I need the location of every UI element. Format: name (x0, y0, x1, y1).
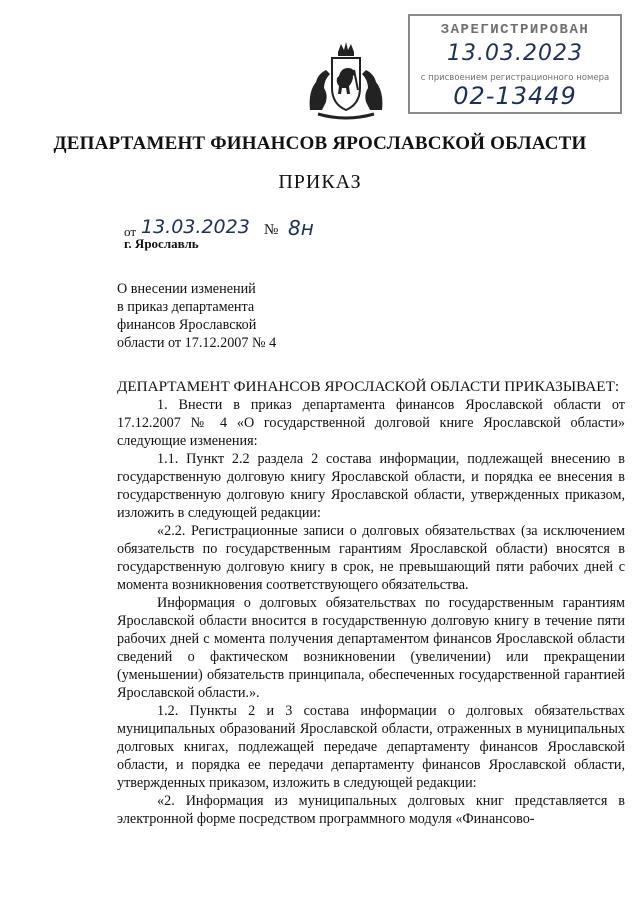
stamp-note: с присвоением регистрационного номера (420, 73, 610, 83)
paragraph: 1.2. Пункты 2 и 3 состава информации о долговых обязательствах муниципальных образований Ярославской области, отраженных в муниципальных долговых книгах, подлежащей передаче департаменту финансов Ярославской области, и порядка ее передачи департаменту финансов Ярославской области, утвержденных приказом, изложить в следующей редакции: (117, 703, 625, 791)
order-number: 8н (288, 216, 314, 240)
subject-line: в приказ департамента (117, 299, 255, 315)
orders-heading: ДЕПАРТАМЕНТ ФИНАНСОВ ЯРОСЛАСКОЙ ОБЛАСТИ ПРИКАЗЫВАЕТ: (117, 378, 620, 395)
number-sign: № (264, 222, 279, 238)
coat-of-arms-emblem (300, 40, 392, 124)
stamp-date: 13.03.2023 (447, 41, 583, 66)
subject-block (117, 280, 377, 352)
paragraph: 1.1. Пункт 2.2 раздела 2 состава информации, подлежащей внесению в государственную долговую книгу Ярославской области, и порядка ее внесения в государственную долговую книгу Ярославской области, утвержденных приказом, изложить в следующей редакции: (117, 451, 625, 521)
stamp-title: ЗАРЕГИСТРИРОВАН (440, 22, 590, 38)
department-title: ДЕПАРТАМЕНТ ФИНАНСОВ ЯРОСЛАВСКОЙ ОБЛАСТИ (53, 133, 587, 154)
paragraph: «2.2. Регистрационные записи о долговых обязательствах (за исключением обязательств по государственным гарантиям Ярославской области) вносятся в государственную долговую книгу в срок, не превышающий пяти рабочих дней с момента возникновения соответствующего обязательства. (117, 523, 625, 593)
paragraph: Информация о долговых обязательствах по государственным гарантиям Ярославской области вносится в государственную долговую книгу в течение пяти рабочих дней с момента получения департаментом финансов Ярославской области сведений о фактическом возникновении (увеличении) или прекращении (уменьшении) обязательств принципала, обеспеченных государственной гарантией Ярославской области.». (117, 595, 625, 701)
order-date: 13.03.2023 (141, 216, 250, 238)
order-body (117, 378, 625, 828)
document-type: ПРИКАЗ (278, 171, 362, 193)
subject-line: области от 17.12.2007 № 4 (117, 335, 277, 351)
subject-line: финансов Ярославской (117, 317, 257, 333)
subject-line: О внесении изменений (117, 281, 256, 297)
stamp-registration-number: 02-13449 (453, 82, 577, 110)
order-date-number (124, 216, 384, 238)
paragraph: «2. Информация из муниципальных долговых книг представляется в электронной форме посредством программного модуля «Финансово- (117, 793, 625, 827)
city: г. Ярославль (124, 236, 199, 251)
from-label: от (124, 224, 137, 239)
registration-stamp (408, 14, 622, 114)
paragraph: 1. Внести в приказ департамента финансов Ярославской области от 17.12.2007 № 4 «О государственной долговой книге Ярославской области» следующие изменения: (117, 397, 625, 449)
